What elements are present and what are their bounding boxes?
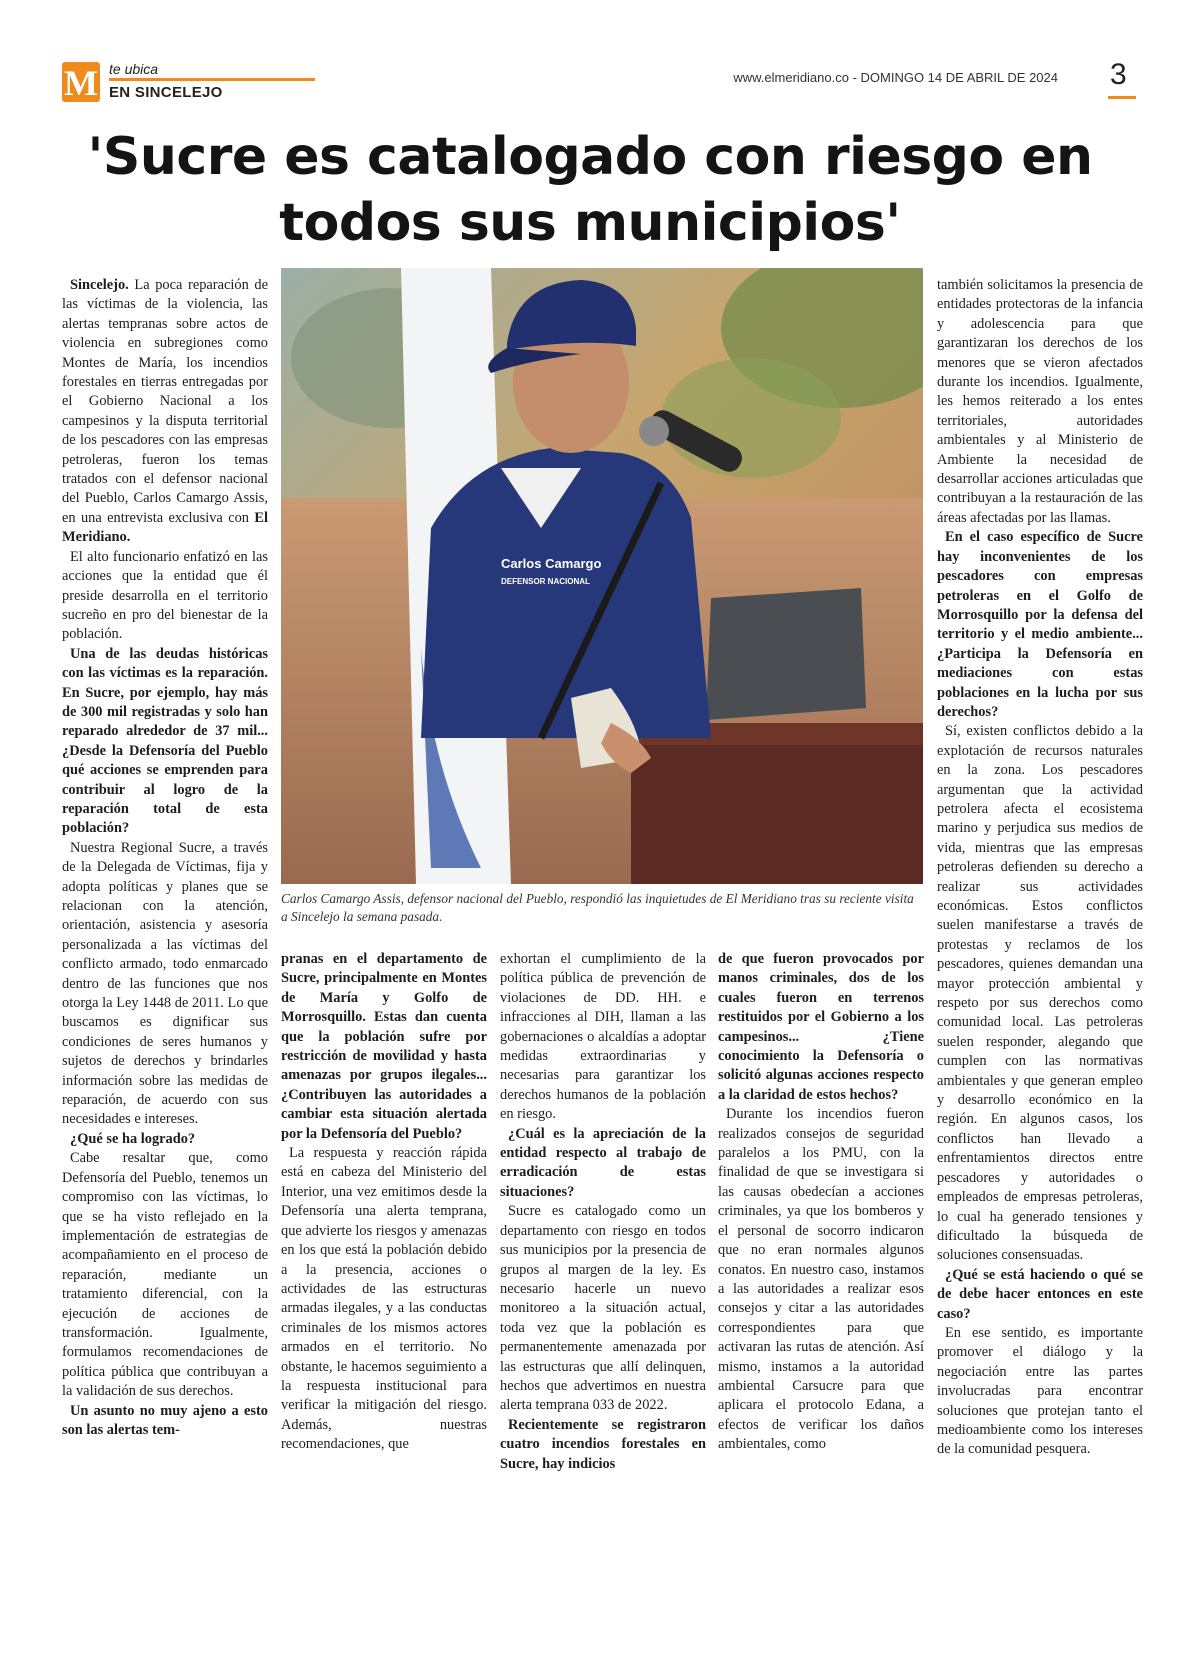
paragraph: Durante los incendios fueron realizados consejos de seguridad paralelos a los PMU, con la finalidad de que se investigara si las causas obedecían a acciones criminales, ya que los bomberos y el personal de socorro indicaron que no eran normales algunos conatos. En nuestro caso, instamos a las autoridades a realizar esos consejos y citar a las autoridades correspondientes para que activaran las rutas de atención. Así mismo, instamos a la autoridad ambiental Carsucre para que aplicara el protocolo Edana, a efectos de verificar los daños ambientales, como [718, 1106, 924, 1453]
interview-question: de que fueron provocados por manos criminales, dos de los cuales fueron en terrenos restituidos por el Gobierno a los campesinos... ¿Tiene conocimiento la Defensoría o solicitó algunas acciones respecto a la claridad de estos hechos? [718, 951, 924, 1103]
paragraph: En ese sentido, es importante promover el diálogo y la negociación entre las partes involucradas para encontrar soluciones que protejan tanto el medioambiente como los intereses de la comunidad pesquera. [937, 1324, 1143, 1458]
paragraph: La respuesta y reacción rápida está en cabeza del Ministerio del Interior, una vez emitimos desde la Defensoría una alerta temprana, que advierte los riesgos y amenazas en los que está la población debido a la presencia, acciones o actividades de las estructuras armadas ilegales, y a las conductas criminales de los mismos actores armados en el territorio. No obstante, le hacemos seguimiento a la respuesta institucional para verificar la mitigación del riesgo. Además, nuestras recomendaciones, que [281, 1145, 487, 1453]
photo-caption: Carlos Camargo Assis, defensor nacional del Pueblo, respondió las inquietudes de El Meridiano tras su reciente visita a Sincelejo la semana pasada. [281, 891, 914, 924]
section-name: EN SINCELEJO [109, 84, 223, 101]
article-headline: 'Sucre es catalogado con riesgo en todos sus municipios' [87, 127, 1093, 253]
section-rule [109, 78, 315, 81]
paragraph: también solicitamos la presencia de entidades protectoras de la infancia y adolescencia para que garantizaran los derechos de los menores que se vieron afectados durante los incendios. Igualmente, les hemos reiterado a los entes territoriales, autoridades ambientales y al Ministerio de Ambiente la necesidad de desarrollar acciones articuladas que contribuyan a la restauración de las áreas afectadas por las llamas. [937, 277, 1143, 526]
interview-question: Recientemente se registraron cuatro incendios forestales en Sucre, hay indicios [500, 1416, 706, 1472]
article-column-3 [500, 950, 706, 1474]
vest-title-text: DEFENSOR NACIONAL [501, 577, 590, 586]
page-number: 3 [1110, 58, 1127, 91]
interview-question: ¿Cuál es la apreciación de la entidad respecto al trabajo de erradicación de estas situaciones? [500, 1125, 706, 1200]
paragraph: exhortan el cumplimiento de la política pública de prevención de violaciones de DD. HH. e infracciones al DIH, llaman a las gobernaciones o alcaldías a adoptar medidas extraordinarias y necesarias para garantizar los derechos humanos de la población en riesgo. [500, 951, 706, 1123]
article-column-1 [62, 276, 268, 1440]
paragraph-text: La poca reparación de las víctimas de la violencia, las alertas tempranas sobre actos de violencia en subregiones como Montes de María, los incendios forestales en tierras entregadas por el Gobierno Nacional a los campesinos y la disputa territorial de los pescadores con las empresas petroleras, fueron los temas tratados con el defensor nacional del Pueblo, Carlos Camargo Assis, en una entrevista exclusiva con [62, 277, 268, 526]
paragraph: El alto funcionario enfatizó en las acciones que la entidad que él preside desarrolla en el territorio sucreño en pro del bienestar de la población. [62, 548, 268, 643]
page-number-rule [1108, 96, 1136, 99]
article-photo [281, 268, 923, 884]
dateline: Sincelejo. [70, 277, 129, 293]
site-and-date: www.elmeridiano.co - DOMINGO 14 DE ABRIL DE 2024 [733, 70, 1058, 85]
interview-question: Una de las deudas históricas con las víctimas es la reparación. En Sucre, por ejemplo, hay más de 300 mil registradas y solo han reparado alrededor de 37 mil... ¿Desde la Defensoría del Pueblo qué acciones se emprenden para contribuir al logro de la reparación total de esta población? [62, 645, 268, 837]
paragraph: Sí, existen conflictos debido a la explotación de recursos naturales en la zona. Los pescadores argumentan que la actividad petrolera afecta el ecosistema marino y perjudica sus medios de vida, mientras que las empresas petroleras defienden su derecho a realizar sus actividades económicas. Estos conflictos suelen manifestarse a través de protestas y reclamos de los pescadores, quienes demandan una mayor protección ambiental y respeto por sus derechos como comunidad local. Las petroleras suelen responder, alegando que cumplen con las normativas ambientales y que generan empleo y desarrollo económico en la región. En algunos casos, los conflictos han llevado a enfrentamientos directos entre pescadores y autoridades o empleados de empresas petroleras, lo cual ha generado tensiones y dificultado la búsqueda de soluciones consensuadas. [937, 723, 1143, 1264]
article-column-4 [718, 950, 924, 1455]
article-column-5 [937, 276, 1143, 1460]
interview-question: Un asunto no muy ajeno a esto son las alertas tem- [62, 1402, 268, 1438]
publication-name: El Meridiano. [62, 509, 268, 546]
tagline: te ubica [109, 61, 159, 77]
paragraph: Sucre es catalogado como un departamento con riesgo en todos sus municipios por la presencia de grupos al margen de la ley. Es necesario hacerle un nuevo monitoreo a la situación actual, toda vez que la población es permanentemente amenazada por las estructuras que allí delinquen, hechos que advertimos en nuestra alerta temprana 033 de 2022. [500, 1203, 706, 1414]
interview-question: En el caso específico de Sucre hay inconvenientes de los pescadores con empresas petroleras en el Golfo de Morrosquillo por la defensa del territorio y el medio ambiente... ¿Participa la Defensoría en mediaciones con estas poblaciones en la lucha por sus derechos? [937, 529, 1143, 720]
logo-letter: M [64, 63, 98, 103]
paragraph: Cabe resaltar que, como Defensoría del Pueblo, tenemos un compromiso con las víctimas, lo que se ha visto reflejado en la implementación de estrategias de acompañamiento en el proceso de reparación, mediante un tratamiento diferencial, con la ejecución de acciones de transformación. Igualmente, formulamos recomendaciones de política pública que contribuyan a la validación de sus derechos. [62, 1150, 268, 1400]
vest-name-text: Carlos Camargo [501, 556, 602, 571]
paragraph: Nuestra Regional Sucre, a través de la Delegada de Víctimas, fija y adopta políticas y planes que se relacionan con la atención, orientación, asistencia y asesoría personalizada a las víctimas del conflicto armado, todo enmarcado dentro de las funciones que nos otorga la Ley 1448 de 2011. Lo que buscamos es dignificar sus condiciones de seres humanos y sujetos de derechos y brindarles información sobre las medidas de reparación, de acuerdo con sus necesidades e intereses. [62, 839, 268, 1128]
paragraph [62, 276, 268, 548]
interview-question: ¿Qué se está haciendo o qué se de debe hacer entonces en este caso? [937, 1266, 1143, 1322]
interview-question: ¿Qué se ha logrado? [70, 1130, 196, 1147]
interview-question: pranas en el departamento de Sucre, principalmente en Montes de María y Golfo de Morrosquillo. Estas dan cuenta que la población sufre por restricción de movilidad y hasta amenazas por grupos ilegales... ¿Contribuyen las autoridades a cambiar esta situación alertada por la Defensoría del Pueblo? [281, 951, 487, 1142]
el-meridiano-logo [62, 62, 100, 102]
article-column-2 [281, 950, 487, 1455]
